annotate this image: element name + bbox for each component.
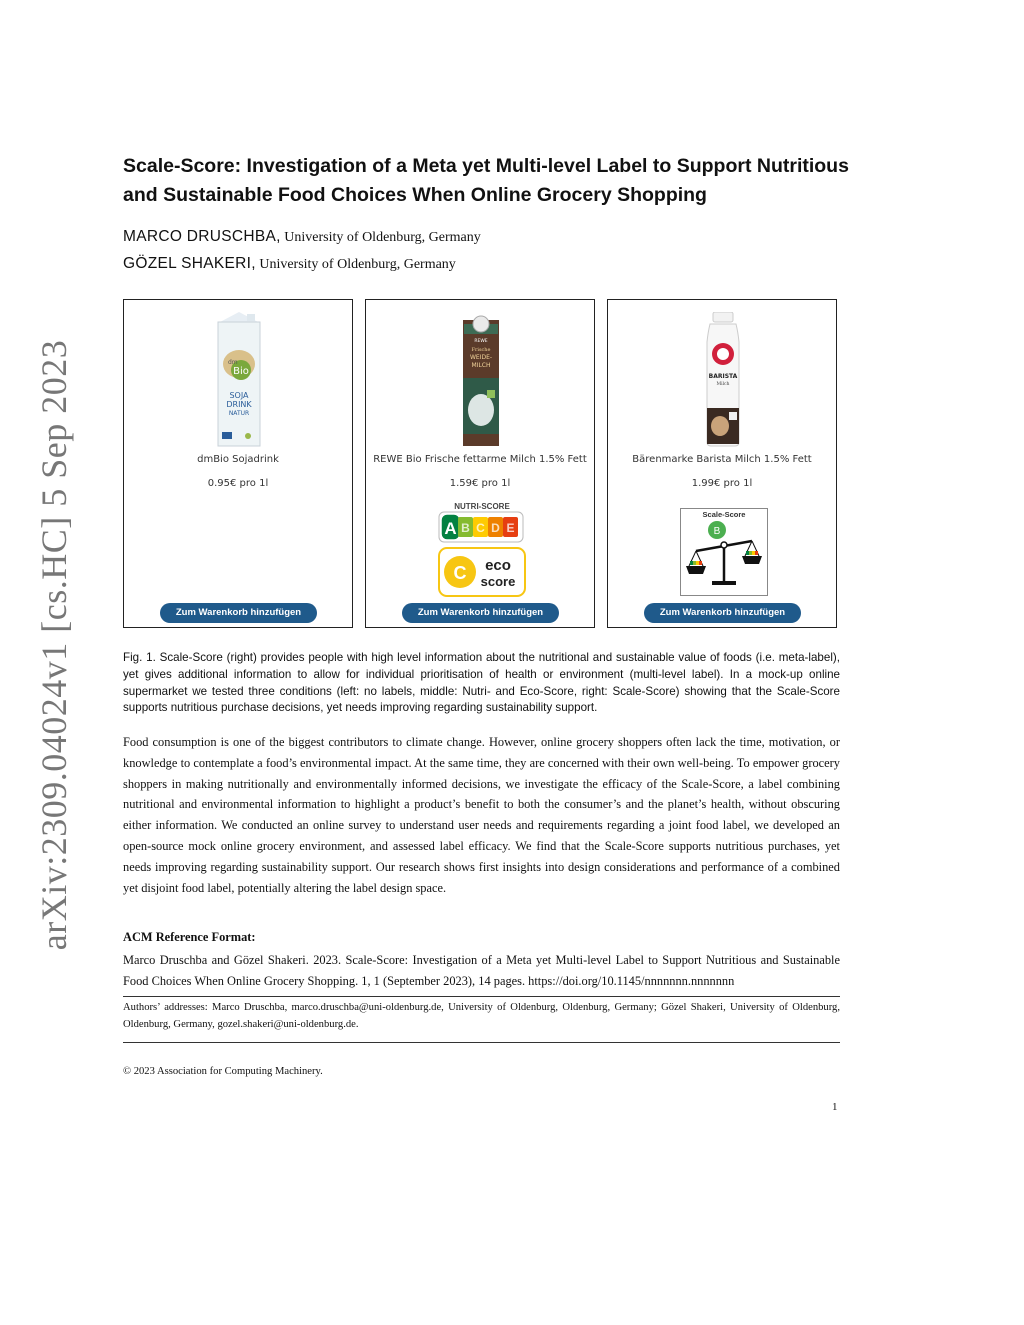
pack-text-milch: Milch [716, 382, 730, 387]
pack-text-drink: DRINK [226, 400, 252, 409]
eco-score-text-eco: eco [485, 557, 511, 574]
nutri-score-grade-e: E [506, 521, 515, 535]
nutri-score-grade-c: C [476, 521, 485, 535]
scale-score-heading: Scale-Score [702, 510, 746, 519]
sustainability-pan-icon [742, 556, 762, 564]
product-price: 1.99€ pro 1l [691, 478, 753, 489]
divider-bottom [123, 1042, 840, 1043]
nutri-score-grade-d: D [491, 521, 500, 535]
copyright: © 2023 Association for Computing Machinery. [123, 1066, 323, 1077]
nutri-score-grade-a: A [444, 519, 457, 538]
pack-text-weide: WEIDE- [469, 354, 493, 361]
pack-text-soja: SOJA [229, 391, 249, 400]
acm-reference-text: Marco Druschba and Gözel Shakeri. 2023. Scale-Score: Investigation of a Meta yet Multi-level Label to Support Nutritious and Sustainable Food Choices When Online Grocery Shopping. 1, 1 (September 2023), 14 pages. https://doi.org/10.1145/nnnnnnn.nnnnnnn [123, 953, 840, 988]
figure-caption: Fig. 1. Scale-Score (right) provides people with high level information about the nutritional and sustainable value of foods (i.e. meta-label), yet gives additional information to allow for individual prioritisation of health or environment (multi-level label). In a mock-up online supermarket we tested three conditions (left: no labels, middle: Nutri- and Eco-Score, right: Scale-Score) showing that the Scale-Score supports nutritious purchase decisions, yet needs improving regarding sustainability support. [123, 651, 840, 715]
eco-score-text-score: score [480, 574, 516, 589]
author-name: GÖZEL SHAKERI, [123, 255, 256, 272]
pack-text-frische: Frische [471, 347, 491, 353]
bio-badge-text: Bio [233, 366, 249, 377]
divider-top [123, 996, 840, 997]
author-1 [123, 228, 481, 246]
product-name: Bärenmarke Barista Milch 1.5% Fett [632, 454, 812, 465]
nutrition-pan-icon [686, 566, 706, 574]
acm-reference-heading: ACM Reference Format: [123, 930, 256, 944]
product-panel-soy [123, 299, 353, 628]
nutri-eco-labels [438, 500, 526, 598]
product-panel-rewe-milk [365, 299, 595, 628]
add-to-cart-button[interactable]: Zum Warenkorb hinzufügen [160, 603, 317, 623]
rewe-milk-pack-image [461, 310, 501, 448]
pack-text-barista: BARISTA [708, 373, 738, 380]
product-name: dmBio Sojadrink [197, 454, 279, 465]
paper-title: Scale-Score: Investigation of a Meta yet Multi-level Label to Support Nutritious and Sustainable Food Choices When Online Grocery Shopping [123, 155, 849, 206]
add-to-cart-button[interactable]: Zum Warenkorb hinzufügen [402, 603, 559, 623]
scale-score-label [680, 508, 768, 596]
product-name: REWE Bio Frische fettarme Milch 1.5% Fett [373, 454, 587, 465]
scale-score-grade: B [713, 526, 721, 537]
product-price: 1.59€ pro 1l [449, 478, 511, 489]
page-number: 1 [832, 1101, 838, 1113]
add-to-cart-button[interactable]: Zum Warenkorb hinzufügen [644, 603, 801, 623]
author-addresses: Authors’ addresses: Marco Druschba, marco.druschba@uni-oldenburg.de, University of Oldenburg, Oldenburg, Germany; Gözel Shakeri, University of Oldenburg, Oldenburg, Germany, gozel.shakeri@uni-oldenburg.de. [123, 1002, 840, 1030]
eco-score-grade: C [453, 563, 467, 583]
abstract: Food consumption is one of the biggest contributors to climate change. However, online grocery shoppers often lack the time, motivation, or knowledge to contemplate a food’s environmental impact. At the same time, they are concerned with their own well-being. To empower grocery shoppers in making nutritionally and environmentally informed decisions, we investigate the efficacy of the Scale-Score, a label combining nutritional and environmental information to highlight a product’s benefit to both the consumer’s and the planet’s health, without obscuring either information. We conducted an online survey to understand user needs and requirements regarding a joint food label, we developed an open-source mock online grocery environment, and assessed label efficacy. We find that the Scale-Score supports nutritious purchases, yet needs improving regarding sustainability support. Our research shows first insights into design considerations and performance of a combined yet disjoint food label, potentially altering the label design space. [123, 735, 840, 895]
rewe-logo-text: REWE [474, 339, 488, 344]
author-affiliation: University of Oldenburg, Germany [280, 230, 481, 245]
product-panel-barista-milk [607, 299, 837, 628]
dm-logo-text: dm [228, 359, 238, 366]
author-name: MARCO DRUSCHBA, [123, 228, 281, 245]
soy-drink-pack-image [214, 312, 264, 448]
barista-milk-bottle-image [702, 312, 744, 448]
author-affiliation: University of Oldenburg, Germany [255, 257, 456, 272]
author-2 [123, 255, 456, 273]
pack-text-milch: MILCH [471, 362, 491, 369]
pack-text-natur: NATUR [228, 410, 250, 417]
nutri-score-grade-b: B [461, 521, 470, 535]
nutri-score-heading: NUTRI-SCORE [454, 502, 510, 511]
arxiv-stamp: arXiv:2309.04024v1 [cs.HC] 5 Sep 2023 [34, 339, 74, 951]
product-price: 0.95€ pro 1l [207, 478, 269, 489]
